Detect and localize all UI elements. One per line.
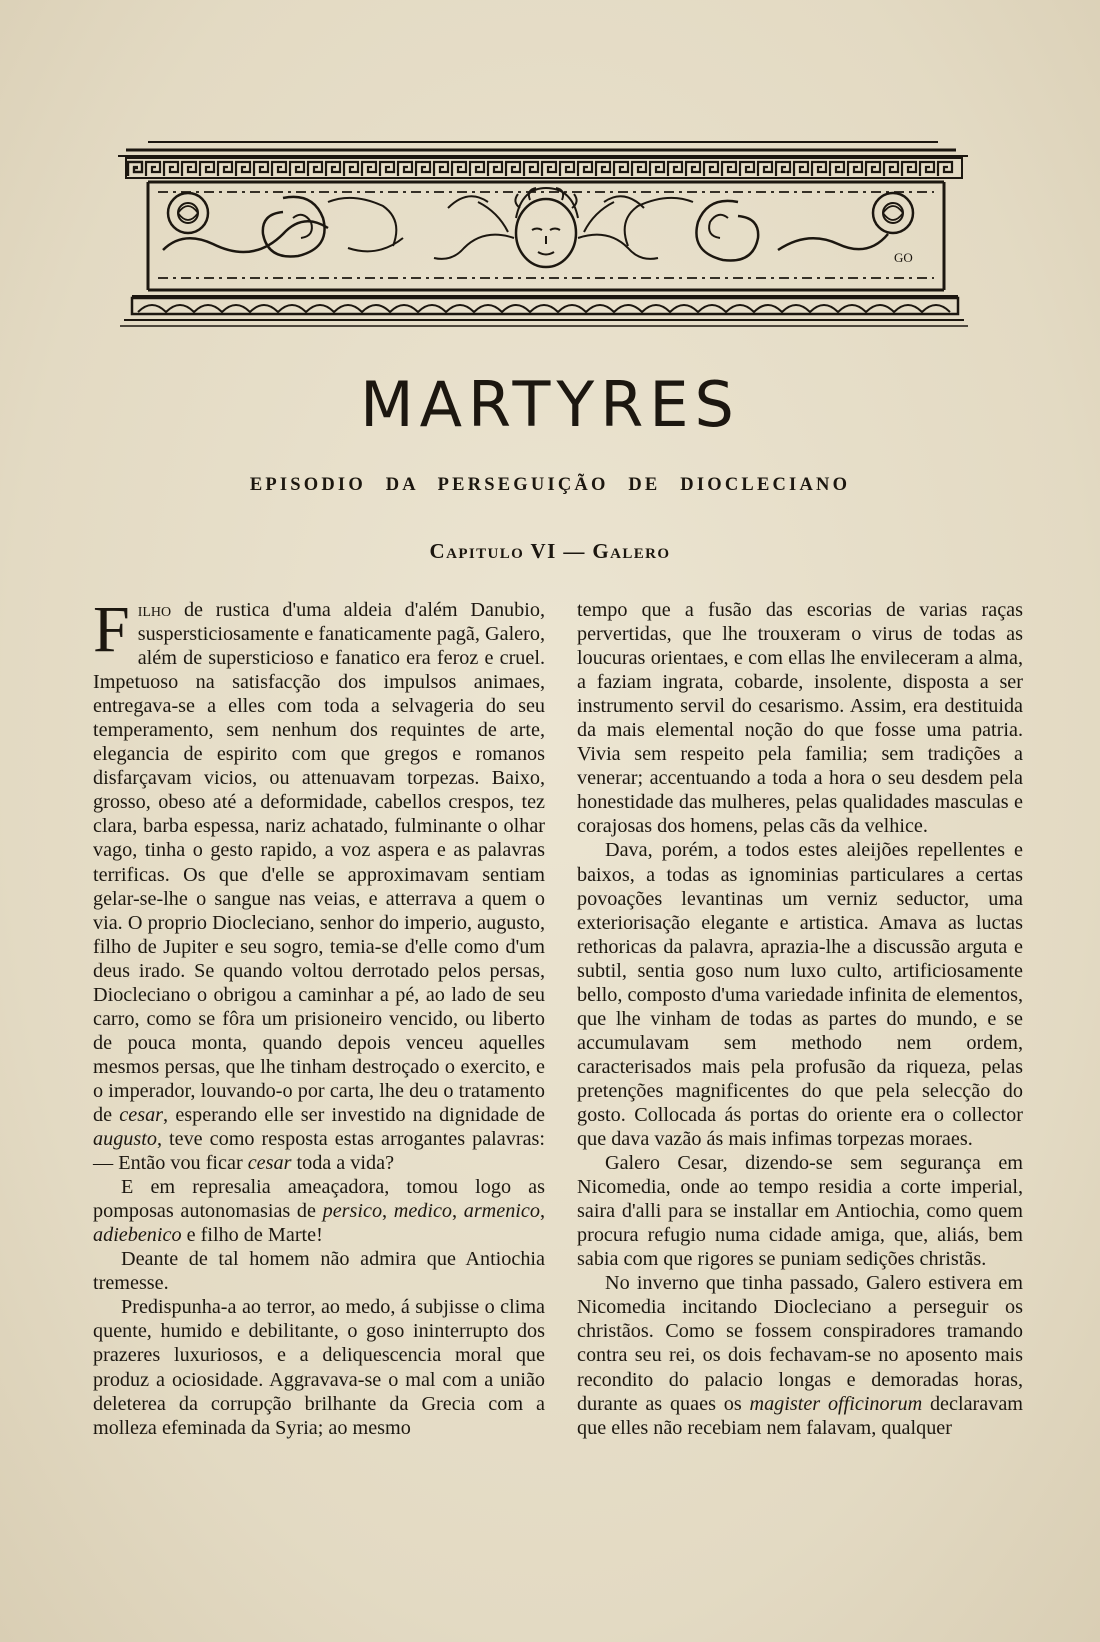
- paragraph: Dava, porém, a todos estes aleijões repellentes e baixos, a todas as ignominias particulares a certas povoações levantinas um verniz seductor, uma exteriorisação elegante e artistica. Amava as luctas rethoricas da palavra, aprazia-lhe a discussão arguta e subtil, sentia goso num luxo culto, artificiosamente bello, composto d'uma variedade infinita de elementos, que lhe vinham de todas as partes do mundo, e se accumulavam sem methodo nem ordem, caracterisados mais pela profusão da riqueza, pelas pretenções magnificentes do que pela selecção do gosto. Collocada ás portas do oriente era o collector que dava vazão ás mais infimas torpezas moraes.: [577, 839, 1023, 1151]
- text-run: No inverno que tinha passado, Galero estivera em Nicomedia incitando Diocleciano a perseguir os christãos. Como se fossem conspiradores tramando contra seu rei, os dois fechavam-se no aposento mais recondito do palacio longas e demoradas horas, durante as quaes os: [577, 1272, 1023, 1415]
- paragraph: Predispunha-a ao terror, ao medo, á subjisse o clima quente, humido e debilitante, o goso ininterrupto dos prazeres luxuriosos, e a deliquescencia moral que produz a ociosidade. Aggravava-se o mal com a união deleterea da corrupção brilhante da Grecia com a molleza efeminada da Syria; ao mesmo: [93, 1296, 545, 1439]
- paragraph: [93, 593, 545, 1175]
- left-text-column: [93, 593, 546, 1440]
- italic-run: magister officinorum: [749, 1392, 923, 1415]
- text-run: ,: [539, 1200, 546, 1223]
- paragraph: tempo que a fusão das escorias de varias raças pervertidas, que lhe trouxeram o virus de todas as loucuras orientaes, e com ellas lhe envileceram a alma, a faziam ingrata, cobarde, insolente, disposta a ser instrumento servil do cesarismo. Assim, era destituida da mais elemental noção do que fosse uma patria. Vivia sem respeito pela familia; sem tradições a venerar; accentuando a toda a hora o seu desdem pela honestidade das mulheres, pelas qualidades masculas e corajosas dos homens, pelas cãs da velhice.: [577, 599, 1023, 838]
- ornamental-frieze-icon: [118, 138, 1002, 353]
- italic-run: armenico: [463, 1200, 540, 1223]
- text-run: e filho de Marte!: [181, 1224, 323, 1247]
- text-run: ,: [452, 1200, 464, 1223]
- italic-run: cesar: [247, 1152, 292, 1175]
- page-title: MARTYRES: [360, 368, 740, 441]
- italic-run: adiebenico: [93, 1224, 182, 1247]
- italic-run: augusto: [93, 1128, 157, 1151]
- paragraph: Galero Cesar, dizendo-se sem segurança em Nicomedia, onde ao tempo residia a corte imperial, saira d'alli para se installar em Antiochia, como quem procura refugio numa cidade amiga, que, aliás, bem sabia com que rigores se puniam sedições christãs.: [577, 1152, 1023, 1271]
- paragraph: Deante de tal homem não admira que Antiochia tremesse.: [93, 1248, 545, 1295]
- right-text-column: [577, 598, 1023, 1440]
- paragraph: [577, 1271, 1023, 1439]
- chapter-heading: Capitulo VI — Galero: [429, 539, 671, 563]
- text-run: , teve como resposta estas arrogantes palavras: — Então vou ficar: [93, 1128, 545, 1175]
- italic-run: persico: [322, 1200, 383, 1223]
- text-run: , esperando elle ser investido na dignidade de: [163, 1103, 545, 1126]
- text-run: ,: [382, 1200, 394, 1223]
- drop-cap: F: [93, 593, 130, 666]
- paragraph: [93, 1175, 545, 1247]
- smallcaps-run: ilho: [137, 599, 172, 621]
- text-run: de rustica d'uma aldeia d'além Danubio, suspersticiosamente e fanaticamente pagã, Galero, além de supersticioso e fanatico era feroz e cruel. Impetuoso na satisfacção dos impulsos animaes, entregava-se a elles com toda a selvageria do seu temperamento, sem nenhum dos requintes de arte, elegancia de espirito com que gregos e romanos disfarçavam vicios, ou attenuavam torpezas. Baixo, grosso, obeso até a deformidade, cabellos crespos, tez clara, barba espessa, nariz achatado, fulminante o olhar vago, tinha o gesto rapido, a voz aspera e as palavras terrificas. Os que d'elle se approximavam sentiam gelar-se-lhe o sangue nas veias, e atterrava a quem o via. O proprio Diocleciano, senhor do imperio, augusto, filho de Jupiter e seu sogro, temia-se d'elle como d'um deus irado. Se quando voltou derrotado pelos persas, Diocleciano o obrigou a caminhar a pé, ao lado de seu carro, como se fôra um prisioneiro vencido, ou liberto de pouca monta, quando depois venceu aquelles mesmos persas, que lhe tinham destroçado o exercito, e o imperador, louvando-o por carta, lhe deu o tratamento de: [93, 599, 545, 1126]
- ornament-signature: GO: [894, 250, 913, 265]
- italic-run: medico: [393, 1200, 453, 1223]
- page-subtitle: EPISODIO DA PERSEGUIÇÃO DE DIOCLECIANO: [249, 475, 851, 495]
- text-run: E em represalia ameaçadora, tomou logo as pomposas autonomasias de: [93, 1176, 545, 1223]
- text-run: declaravam que elles não recebiam nem falavam, qualquer: [577, 1392, 1023, 1439]
- text-run: toda a vida?: [291, 1152, 395, 1175]
- italic-run: cesar: [119, 1103, 164, 1126]
